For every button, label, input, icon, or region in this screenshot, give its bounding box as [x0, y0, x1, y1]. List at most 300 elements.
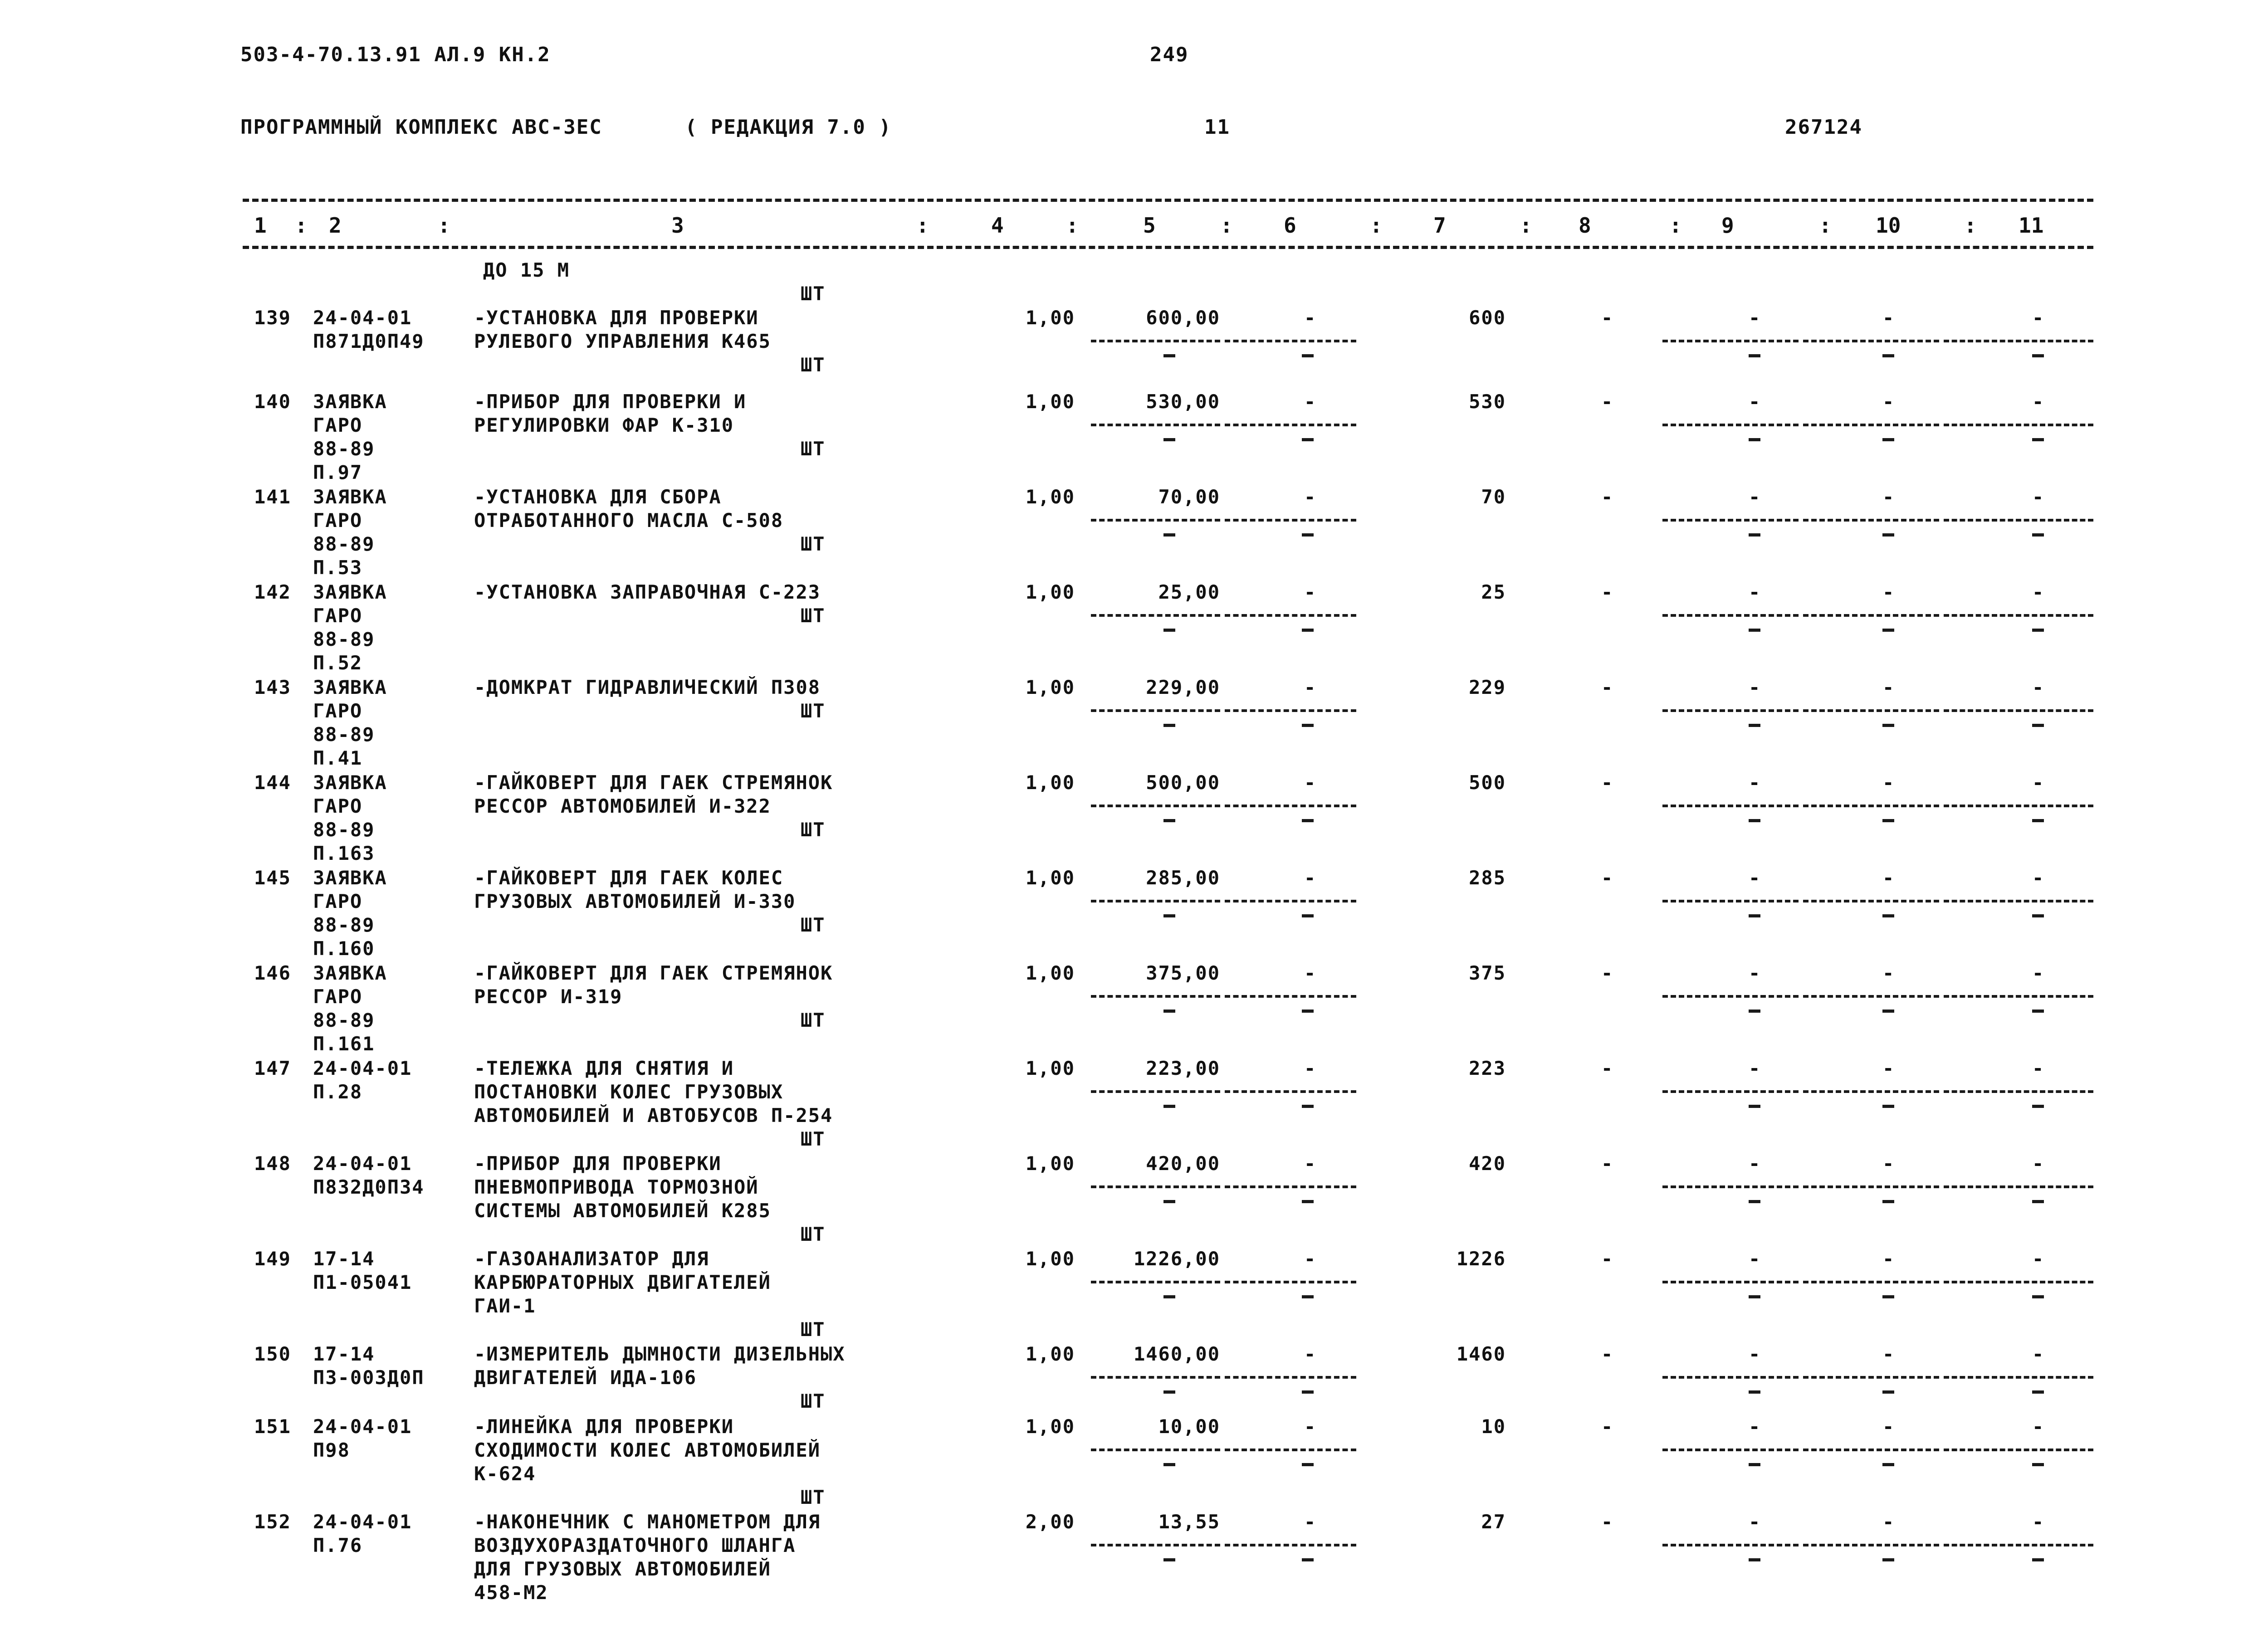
dashed-rule — [1944, 709, 2093, 712]
page-number: 249 — [1150, 43, 1189, 66]
dashed-rule — [1803, 1376, 1939, 1379]
row-reference: П832Д0П34 — [313, 1176, 425, 1198]
dash-mark — [2032, 533, 2044, 537]
row-description: ПНЕВМОПРИВОДА ТОРМОЗНОЙ — [474, 1176, 759, 1198]
unit-label: ШТ — [801, 438, 826, 460]
row-number: 151 — [254, 1415, 291, 1438]
dashed-rule — [1662, 1376, 1799, 1379]
row-total: 530 — [1469, 390, 1506, 413]
row-col9: - — [1749, 771, 1761, 794]
column-separator: : — [1964, 213, 1977, 238]
dashed-rule — [1803, 1544, 1939, 1546]
row-description: -ИЗМЕРИТЕЛЬ ДЫМНОСТИ ДИЗЕЛЬНЫХ — [474, 1343, 846, 1365]
dash-mark — [1163, 1010, 1175, 1013]
column-separator: : — [438, 213, 450, 238]
program-name: ПРОГРАММНЫЙ КОМПЛЕКС АВС-ЗЕС — [240, 116, 602, 139]
row-reference: 24-04-01 — [313, 1057, 412, 1079]
row-description: ПОСТАНОВКИ КОЛЕС ГРУЗОВЫХ — [474, 1081, 784, 1103]
dash-mark — [1749, 819, 1760, 822]
row-col11: - — [2032, 1152, 2045, 1175]
row-col11: - — [2032, 676, 2045, 698]
unit-label: ШТ — [801, 914, 826, 936]
row-col10: - — [1882, 1057, 1895, 1079]
row-col11: - — [2032, 581, 2045, 603]
row-reference: П.161 — [313, 1033, 375, 1055]
dash-mark — [2032, 1463, 2044, 1466]
dashed-rule — [1803, 1185, 1939, 1188]
row-reference: ЗАЯВКА — [313, 771, 387, 794]
row-reference: 88-89 — [313, 533, 375, 555]
row-col9: - — [1749, 1415, 1761, 1438]
dash-mark — [2032, 629, 2044, 632]
dashed-rule — [1944, 1544, 2093, 1546]
row-price: 420,00 — [1146, 1152, 1220, 1175]
dash-mark — [1882, 914, 1894, 917]
dashed-rule — [1803, 1281, 1939, 1283]
row-col6: - — [1304, 307, 1317, 329]
dash-mark — [1749, 438, 1760, 441]
column-number-3: 3 — [671, 213, 684, 238]
dashed-rule — [1662, 709, 1799, 712]
dash-mark — [1749, 1200, 1760, 1203]
row-description: -ПРИБОР ДЛЯ ПРОВЕРКИ — [474, 1152, 722, 1175]
dashed-rule — [1225, 1090, 1356, 1093]
row-description: ДВИГАТЕЛЕЙ ИДА-106 — [474, 1366, 697, 1389]
dashed-rule — [1662, 805, 1799, 807]
unit-label: ШТ — [801, 605, 826, 627]
sheet-number: 11 — [1204, 116, 1230, 139]
column-number-1: 1 — [254, 213, 267, 238]
row-col6: - — [1304, 676, 1317, 698]
row-col6: - — [1304, 1248, 1317, 1270]
row-description: -ГАЙКОВЕРТ ДЛЯ ГАЕК КОЛЕС — [474, 867, 784, 889]
dash-mark — [1302, 1558, 1314, 1561]
dashed-rule — [1225, 900, 1356, 902]
row-col10: - — [1882, 771, 1895, 794]
row-col11: - — [2032, 1415, 2045, 1438]
row-col6: - — [1304, 1511, 1317, 1533]
row-description: -ГАЙКОВЕРТ ДЛЯ ГАЕК СТРЕМЯНОК — [474, 771, 833, 794]
row-reference: П.76 — [313, 1534, 363, 1556]
row-col10: - — [1882, 1415, 1895, 1438]
column-number-2: 2 — [329, 213, 342, 238]
dashed-rule — [1091, 709, 1220, 712]
row-description: -ДОМКРАТ ГИДРАВЛИЧЕСКИЙ П308 — [474, 676, 821, 698]
column-separator: : — [1066, 213, 1079, 238]
row-col6: - — [1304, 867, 1317, 889]
row-col8: - — [1601, 962, 1614, 984]
row-col10: - — [1882, 676, 1895, 698]
dashed-rule — [1944, 995, 2093, 998]
column-separator: : — [1370, 213, 1383, 238]
row-description: АВТОМОБИЛЕЙ И АВТОБУСОВ П-254 — [474, 1104, 833, 1127]
row-col9: - — [1749, 390, 1761, 413]
row-reference: ГАРО — [313, 605, 363, 627]
row-number: 150 — [254, 1343, 291, 1365]
unit-label: ШТ — [801, 1128, 826, 1150]
dashed-rule — [1662, 1281, 1799, 1283]
row-col9: - — [1749, 867, 1761, 889]
dashed-rule — [1091, 519, 1220, 522]
row-col8: - — [1601, 486, 1614, 508]
row-col6: - — [1304, 1343, 1317, 1365]
dash-mark — [1302, 1010, 1314, 1013]
dashed-rule — [1803, 614, 1939, 617]
dash-mark — [1882, 1463, 1894, 1466]
dashed-rule — [1091, 340, 1220, 342]
row-description: -ТЕЛЕЖКА ДЛЯ СНЯТИЯ И — [474, 1057, 734, 1079]
row-description: 458-М2 — [474, 1581, 548, 1604]
dashed-rule — [1944, 519, 2093, 522]
dashed-rule — [1662, 900, 1799, 902]
dash-mark — [1749, 1105, 1760, 1108]
row-price: 13,55 — [1158, 1511, 1220, 1533]
dash-mark — [1302, 1295, 1314, 1298]
dashed-rule — [1091, 805, 1220, 807]
row-reference: 24-04-01 — [313, 1415, 412, 1438]
dashed-rule — [1225, 424, 1356, 426]
dashed-rule — [1091, 1544, 1220, 1546]
row-col6: - — [1304, 486, 1317, 508]
row-total: 1226 — [1456, 1248, 1506, 1270]
dash-mark — [2032, 914, 2044, 917]
row-reference: ЗАЯВКА — [313, 962, 387, 984]
row-col10: - — [1882, 390, 1895, 413]
row-col8: - — [1601, 307, 1614, 329]
dashed-rule — [1662, 424, 1799, 426]
row-price: 600,00 — [1146, 307, 1220, 329]
row-col8: - — [1601, 390, 1614, 413]
dash-mark — [1302, 1105, 1314, 1108]
row-quantity: 2,00 — [1025, 1511, 1075, 1533]
dashed-rule — [1091, 995, 1220, 998]
dashed-rule — [1662, 1185, 1799, 1188]
dash-mark — [1302, 1463, 1314, 1466]
row-col11: - — [2032, 1057, 2045, 1079]
dash-mark — [1749, 1010, 1760, 1013]
dash-mark — [1163, 1558, 1175, 1561]
dash-mark — [2032, 1295, 2044, 1298]
row-total: 375 — [1469, 962, 1506, 984]
unit-label: ШТ — [801, 700, 826, 722]
edition: ( РЕДАКЦИЯ 7.0 ) — [685, 116, 892, 139]
row-reference: ГАРО — [313, 890, 363, 912]
row-col9: - — [1749, 307, 1761, 329]
row-col10: - — [1882, 581, 1895, 603]
row-col6: - — [1304, 771, 1317, 794]
row-reference: 17-14 — [313, 1248, 375, 1270]
row-price: 223,00 — [1146, 1057, 1220, 1079]
dashed-rule — [1944, 1090, 2093, 1093]
row-price: 25,00 — [1158, 581, 1220, 603]
row-price: 375,00 — [1146, 962, 1220, 984]
row-number: 145 — [254, 867, 291, 889]
dashed-rule — [1944, 805, 2093, 807]
row-col10: - — [1882, 1152, 1895, 1175]
dashed-rule — [1803, 709, 1939, 712]
row-description: РУЛЕВОГО УПРАВЛЕНИЯ К465 — [474, 330, 771, 352]
dashed-rule — [1225, 709, 1356, 712]
row-col9: - — [1749, 1511, 1761, 1533]
row-col11: - — [2032, 1343, 2045, 1365]
row-number: 152 — [254, 1511, 291, 1533]
row-description: РЕГУЛИРОВКИ ФАР К-310 — [474, 414, 734, 436]
row-number: 139 — [254, 307, 291, 329]
dash-mark — [2032, 1200, 2044, 1203]
dash-mark — [2032, 354, 2044, 357]
dash-mark — [1749, 1558, 1760, 1561]
dash-mark — [1163, 1105, 1175, 1108]
row-quantity: 1,00 — [1025, 486, 1075, 508]
row-total: 27 — [1481, 1511, 1506, 1533]
dash-mark — [1882, 533, 1894, 537]
row-col9: - — [1749, 581, 1761, 603]
row-col8: - — [1601, 581, 1614, 603]
row-quantity: 1,00 — [1025, 1152, 1075, 1175]
column-separator: : — [1669, 213, 1682, 238]
row-number: 144 — [254, 771, 291, 794]
row-col8: - — [1601, 1511, 1614, 1533]
dash-mark — [1882, 1105, 1894, 1108]
dash-mark — [1882, 1200, 1894, 1203]
row-description: ДЛЯ ГРУЗОВЫХ АВТОМОБИЛЕЙ — [474, 1558, 771, 1580]
dash-mark — [1749, 1390, 1760, 1394]
dashed-rule — [1091, 1281, 1220, 1283]
row-col11: - — [2032, 1248, 2045, 1270]
row-quantity: 1,00 — [1025, 307, 1075, 329]
row-price: 10,00 — [1158, 1415, 1220, 1438]
row-reference: 88-89 — [313, 914, 375, 936]
dashed-rule — [1225, 1185, 1356, 1188]
dash-mark — [1163, 914, 1175, 917]
row-total: 10 — [1481, 1415, 1506, 1438]
unit-label: ШТ — [801, 533, 826, 555]
row-description: -НАКОНЕЧНИК С МАНОМЕТРОМ ДЛЯ — [474, 1511, 821, 1533]
row-description: СХОДИМОСТИ КОЛЕС АВТОМОБИЛЕЙ — [474, 1439, 821, 1461]
row-col6: - — [1304, 1057, 1317, 1079]
dash-mark — [1749, 1463, 1760, 1466]
dashed-rule — [1944, 1281, 2093, 1283]
row-reference: 88-89 — [313, 628, 375, 650]
row-reference: ГАРО — [313, 985, 363, 1008]
row-reference: П.28 — [313, 1081, 363, 1103]
row-col11: - — [2032, 771, 2045, 794]
row-description: ВОЗДУХОРАЗДАТОЧНОГО ШЛАНГА — [474, 1534, 796, 1556]
row-number: 149 — [254, 1248, 291, 1270]
row-col9: - — [1749, 1343, 1761, 1365]
row-reference: 24-04-01 — [313, 1511, 412, 1533]
row-price: 1226,00 — [1133, 1248, 1220, 1270]
column-separator: : — [1220, 213, 1233, 238]
row-quantity: 1,00 — [1025, 390, 1075, 413]
dash-mark — [2032, 1390, 2044, 1394]
dash-mark — [1882, 819, 1894, 822]
dashed-rule — [1944, 614, 2093, 617]
dash-mark — [1302, 629, 1314, 632]
column-number-6: 6 — [1284, 213, 1296, 238]
row-description: -ПРИБОР ДЛЯ ПРОВЕРКИ И — [474, 390, 747, 413]
row-col8: - — [1601, 1057, 1614, 1079]
dashed-rule — [1091, 1090, 1220, 1093]
dash-mark — [1163, 1463, 1175, 1466]
row-reference: ЗАЯВКА — [313, 676, 387, 698]
row-col6: - — [1304, 962, 1317, 984]
row-reference: П98 — [313, 1439, 350, 1461]
row-col8: - — [1601, 771, 1614, 794]
dash-mark — [2032, 1010, 2044, 1013]
dash-mark — [1882, 724, 1894, 727]
dashed-rule — [1091, 1449, 1220, 1451]
row-number: 148 — [254, 1152, 291, 1175]
dashed-rule — [1225, 614, 1356, 617]
row-reference: ГАРО — [313, 414, 363, 436]
dashed-rule — [1944, 1376, 2093, 1379]
dashed-rule — [1091, 900, 1220, 902]
row-description: РЕССОР И-319 — [474, 985, 623, 1008]
dashed-rule — [1944, 424, 2093, 426]
unit-label: ШТ — [801, 1223, 826, 1245]
row-description: -ГАЙКОВЕРТ ДЛЯ ГАЕК СТРЕМЯНОК — [474, 962, 833, 984]
row-total: 25 — [1481, 581, 1506, 603]
row-col11: - — [2032, 307, 2045, 329]
dashed-rule — [1803, 340, 1939, 342]
dashed-rule — [1225, 1449, 1356, 1451]
dash-mark — [1302, 1200, 1314, 1203]
row-total: 70 — [1481, 486, 1506, 508]
dash-mark — [1163, 533, 1175, 537]
dashed-rule — [1225, 1376, 1356, 1379]
row-quantity: 1,00 — [1025, 581, 1075, 603]
row-description: -УСТАНОВКА ЗАПРАВОЧНАЯ С-223 — [474, 581, 821, 603]
row-col9: - — [1749, 962, 1761, 984]
dashed-rule — [1225, 995, 1356, 998]
row-reference: ГАРО — [313, 509, 363, 532]
row-col10: - — [1882, 867, 1895, 889]
dash-mark — [1749, 1295, 1760, 1298]
row-col6: - — [1304, 390, 1317, 413]
row-description: -УСТАНОВКА ДЛЯ СБОРА — [474, 486, 722, 508]
row-reference: П3-003Д0П — [313, 1366, 425, 1389]
dash-mark — [1302, 914, 1314, 917]
row-reference: П.160 — [313, 937, 375, 960]
row-number: 141 — [254, 486, 291, 508]
dashed-rule — [1944, 340, 2093, 342]
row-col8: - — [1601, 1343, 1614, 1365]
column-number-9: 9 — [1721, 213, 1734, 238]
dash-mark — [1882, 1295, 1894, 1298]
row-price: 229,00 — [1146, 676, 1220, 698]
dashed-rule — [1225, 519, 1356, 522]
row-description: -ГАЗОАНАЛИЗАТОР ДЛЯ — [474, 1248, 709, 1270]
dashed-rule — [1803, 519, 1939, 522]
column-number-10: 10 — [1876, 213, 1901, 238]
row-description: -ЛИНЕЙКА ДЛЯ ПРОВЕРКИ — [474, 1415, 734, 1438]
row-col8: - — [1601, 676, 1614, 698]
row-reference: П.163 — [313, 842, 375, 864]
row-reference: 17-14 — [313, 1343, 375, 1365]
unit-label: ШТ — [801, 1318, 826, 1341]
dashed-rule — [1803, 900, 1939, 902]
row-col9: - — [1749, 1152, 1761, 1175]
column-separator: : — [916, 213, 929, 238]
row-col10: - — [1882, 1343, 1895, 1365]
row-reference: ЗАЯВКА — [313, 867, 387, 889]
row-description: ГРУЗОВЫХ АВТОМОБИЛЕЙ И-330 — [474, 890, 796, 912]
dash-mark — [1749, 914, 1760, 917]
row-quantity: 1,00 — [1025, 676, 1075, 698]
document-code: 267124 — [1785, 116, 1862, 139]
row-reference: 24-04-01 — [313, 307, 412, 329]
row-quantity: 1,00 — [1025, 1415, 1075, 1438]
row-price: 530,00 — [1146, 390, 1220, 413]
dashed-rule — [1662, 1449, 1799, 1451]
row-number: 146 — [254, 962, 291, 984]
row-col8: - — [1601, 1248, 1614, 1270]
dashed-rule — [1225, 1281, 1356, 1283]
dash-mark — [1882, 1010, 1894, 1013]
row-price: 70,00 — [1158, 486, 1220, 508]
row-reference: 88-89 — [313, 1009, 375, 1031]
dash-mark — [1882, 354, 1894, 357]
row-reference: 24-04-01 — [313, 1152, 412, 1175]
dashed-rule — [1662, 614, 1799, 617]
dashed-rule — [1662, 340, 1799, 342]
row-total: 1460 — [1456, 1343, 1506, 1365]
row-description: -УСТАНОВКА ДЛЯ ПРОВЕРКИ — [474, 307, 759, 329]
dashed-rule — [1944, 1449, 2093, 1451]
row-quantity: 1,00 — [1025, 771, 1075, 794]
dash-mark — [1163, 819, 1175, 822]
dashed-rule — [1225, 1544, 1356, 1546]
dashed-rule — [1662, 519, 1799, 522]
row-price: 285,00 — [1146, 867, 1220, 889]
dash-mark — [1163, 1200, 1175, 1203]
row-col11: - — [2032, 390, 2045, 413]
unit-label: ШТ — [801, 819, 826, 841]
dashed-rule — [1803, 995, 1939, 998]
dashed-rule — [1944, 1185, 2093, 1188]
row-reference: 88-89 — [313, 819, 375, 841]
dashed-rule — [1091, 614, 1220, 617]
column-number-7: 7 — [1433, 213, 1446, 238]
row-col6: - — [1304, 581, 1317, 603]
row-col9: - — [1749, 676, 1761, 698]
dashed-rule — [1225, 805, 1356, 807]
separator-top — [243, 199, 2093, 202]
row-col10: - — [1882, 962, 1895, 984]
unit-label: ШТ — [801, 283, 826, 305]
dashed-rule — [1803, 1449, 1939, 1451]
row-number: 143 — [254, 676, 291, 698]
row-col6: - — [1304, 1152, 1317, 1175]
row-description: КАРБЮРАТОРНЫХ ДВИГАТЕЛЕЙ — [474, 1271, 771, 1293]
row-col10: - — [1882, 1511, 1895, 1533]
column-separator: : — [1819, 213, 1832, 238]
dash-mark — [1749, 629, 1760, 632]
row-total: 500 — [1469, 771, 1506, 794]
row-col9: - — [1749, 486, 1761, 508]
row-total: 285 — [1469, 867, 1506, 889]
row-number: 140 — [254, 390, 291, 413]
dashed-rule — [1662, 1544, 1799, 1546]
row-number: 147 — [254, 1057, 291, 1079]
row-description: СИСТЕМЫ АВТОМОБИЛЕЙ К285 — [474, 1200, 771, 1222]
dash-mark — [1882, 1558, 1894, 1561]
row-quantity: 1,00 — [1025, 962, 1075, 984]
dashed-rule — [1662, 1090, 1799, 1093]
row-col8: - — [1601, 1152, 1614, 1175]
unit-label: ШТ — [801, 354, 826, 376]
